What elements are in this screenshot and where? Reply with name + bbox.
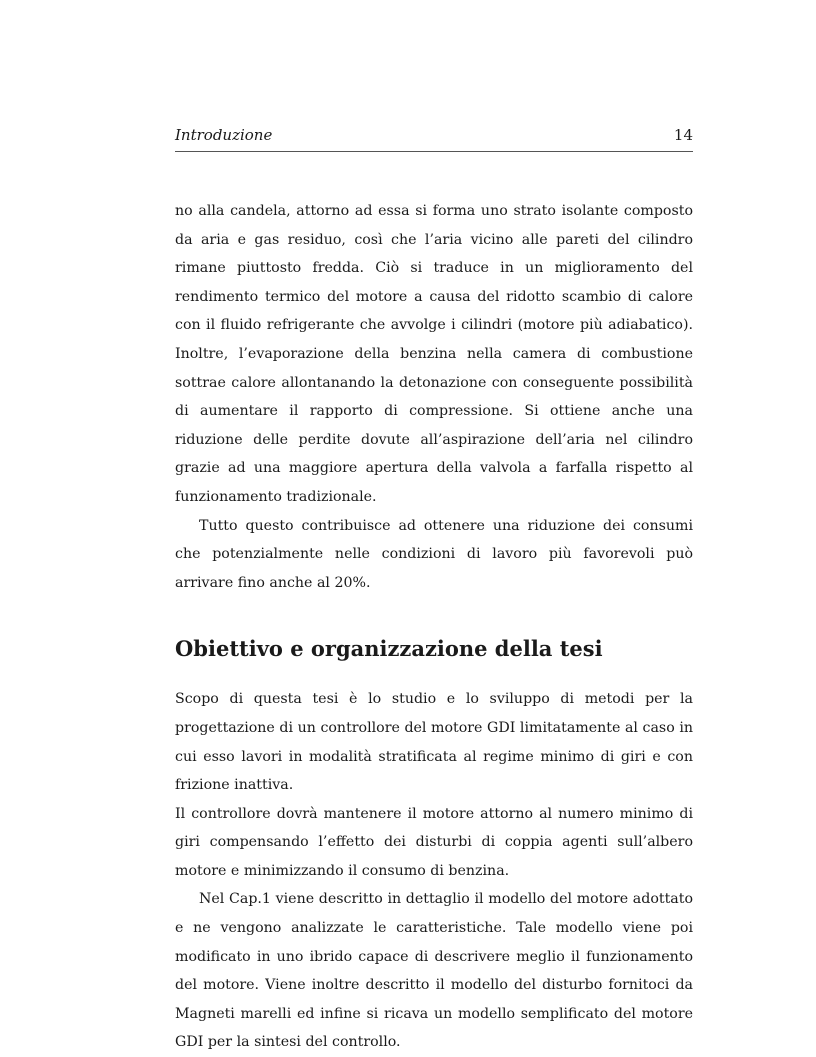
running-header [175,126,693,148]
paragraph-controller: Il controllore dovrà mantenere il motore attorno al numero minimo di giri compensando l’effetto dei disturbi di coppia agenti sull’albero motore e minimizzando il consumo di benzina. [175,805,693,879]
page-number: 14 [673,126,693,144]
paragraph-scope: Scopo di questa tesi è lo studio e lo sviluppo di metodi per la progettazione di un controllore del motore GDI limitatamente al caso in cui esso lavori in modalità stratificata al regime minimo di giri e con frizione inattiva. [175,691,693,794]
document-body [175,197,693,1057]
header-divider [175,151,693,152]
paragraph-chapter-one: Nel Cap.1 viene descritto in dettaglio il modello del motore adottato e ne vengono analizzate le caratteristiche. Tale modello viene poi modificato in uno ibrido capace di descrivere meglio il funzionamento del motore. Viene inoltre descritto il modello del disturbo fornitoci da Magneti marelli ed infine si ricava un modello semplificato del motore GDI per la sintesi del controllo. [175,891,693,1051]
section-heading: Obiettivo e organizzazione della tesi [175,636,603,662]
paragraph-continuation: no alla candela, attorno ad essa si forma uno strato isolante composto da aria e gas residuo, così che l’aria vicino alle pareti del cilindro rimane piuttosto fredda. Ciò si traduce in un miglioramento del rendimento termico del motore a causa del ridotto scambio di calore con il fluido refrigerante che avvolge i cilindri (motore più adiabatico). Inoltre, l’evaporazione della benzina nella camera di combustione sottrae calore allontanando la detonazione con conseguente possibilità di aumentare il rapporto di compressione. Si ottiene anche una riduzione delle perdite dovute all’aspirazione dell’aria nel cilindro grazie ad una maggiore apertura della valvola a farfalla rispetto al funzionamento tradizionale. [175,203,693,505]
paragraph-consumption: Tutto questo contribuisce ad ottenere una riduzione dei consumi che potenzialmente nelle condizioni di lavoro più favorevoli può arrivare fino anche al 20%. [175,517,693,591]
chapter-title: Introduzione [175,126,273,144]
